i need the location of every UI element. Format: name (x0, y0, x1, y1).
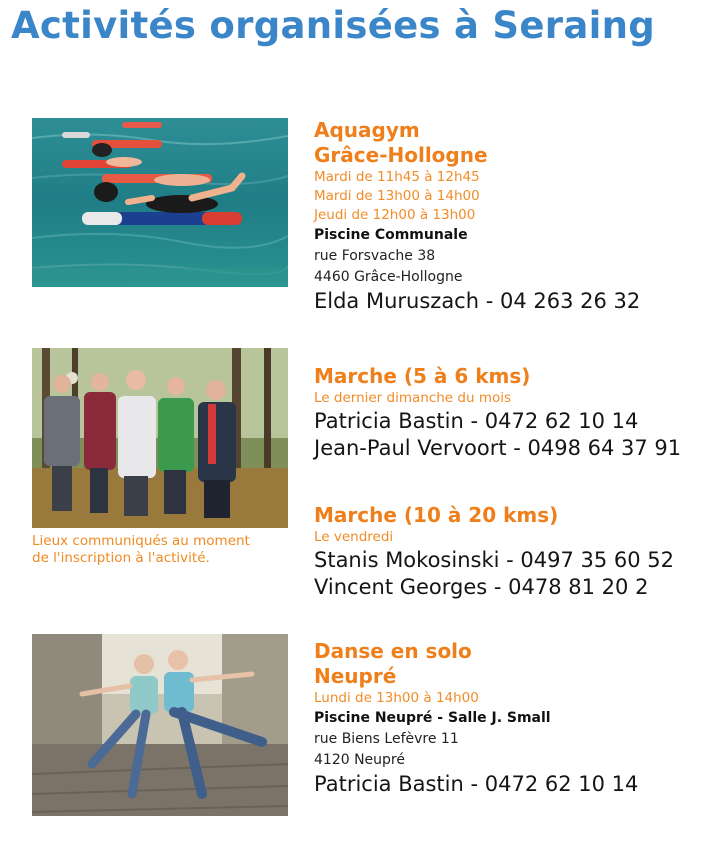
activity-title: Marche (5 à 6 kms) (314, 364, 531, 388)
activity-contact: Elda Muruszach - 04 263 26 32 (314, 289, 641, 313)
page-title: Activités organisées à Seraing (11, 4, 655, 47)
activity-dance (314, 639, 638, 798)
activity-address: rue Biens Lefèvre 11 (314, 731, 459, 747)
activity-venue: Piscine Neupré - Salle J. Small (314, 710, 551, 726)
activity-contact: Stanis Mokosinski - 0497 35 60 52 (314, 548, 675, 572)
activity-contact: Vincent Georges - 0478 81 20 2 (314, 575, 649, 599)
walking-group-photo (32, 348, 288, 528)
activity-address: rue Forsvache 38 (314, 248, 436, 264)
activity-schedule: Mardi de 11h45 à 12h45 (314, 169, 480, 185)
activity-contact: Patricia Bastin - 0472 62 10 14 (314, 772, 639, 796)
activity-walk-short (314, 364, 681, 462)
activity-aquagym (314, 118, 640, 315)
activity-schedule: Le vendredi (314, 529, 394, 545)
location-note (32, 533, 302, 567)
activity-contact: Patricia Bastin - 0472 62 10 14 (314, 409, 639, 433)
activity-schedule: Mardi de 13h00 à 14h00 (314, 188, 480, 204)
activity-schedule: Le dernier dimanche du mois (314, 390, 512, 406)
activity-walk-long (314, 503, 674, 601)
activity-title: Aquagym (314, 118, 420, 142)
activity-title: Grâce-Hollogne (314, 143, 488, 167)
activity-schedule: Jeudi de 12h00 à 13h00 (314, 207, 476, 223)
activity-title: Neupré (314, 664, 397, 688)
location-note-line: Lieux communiqués au moment (32, 533, 250, 549)
location-note-line: de l'inscription à l'activité. (32, 550, 210, 566)
activity-title: Marche (10 à 20 kms) (314, 503, 559, 527)
activity-title: Danse en solo (314, 639, 472, 663)
dance-photo (32, 634, 288, 816)
activity-address: 4120 Neupré (314, 752, 405, 768)
activity-contact: Jean-Paul Vervoort - 0498 64 37 91 (314, 436, 682, 460)
aquagym-photo (32, 118, 288, 287)
activity-schedule: Lundi de 13h00 à 14h00 (314, 690, 479, 706)
activity-venue: Piscine Communale (314, 227, 468, 243)
activity-address: 4460 Grâce-Hollogne (314, 269, 463, 285)
